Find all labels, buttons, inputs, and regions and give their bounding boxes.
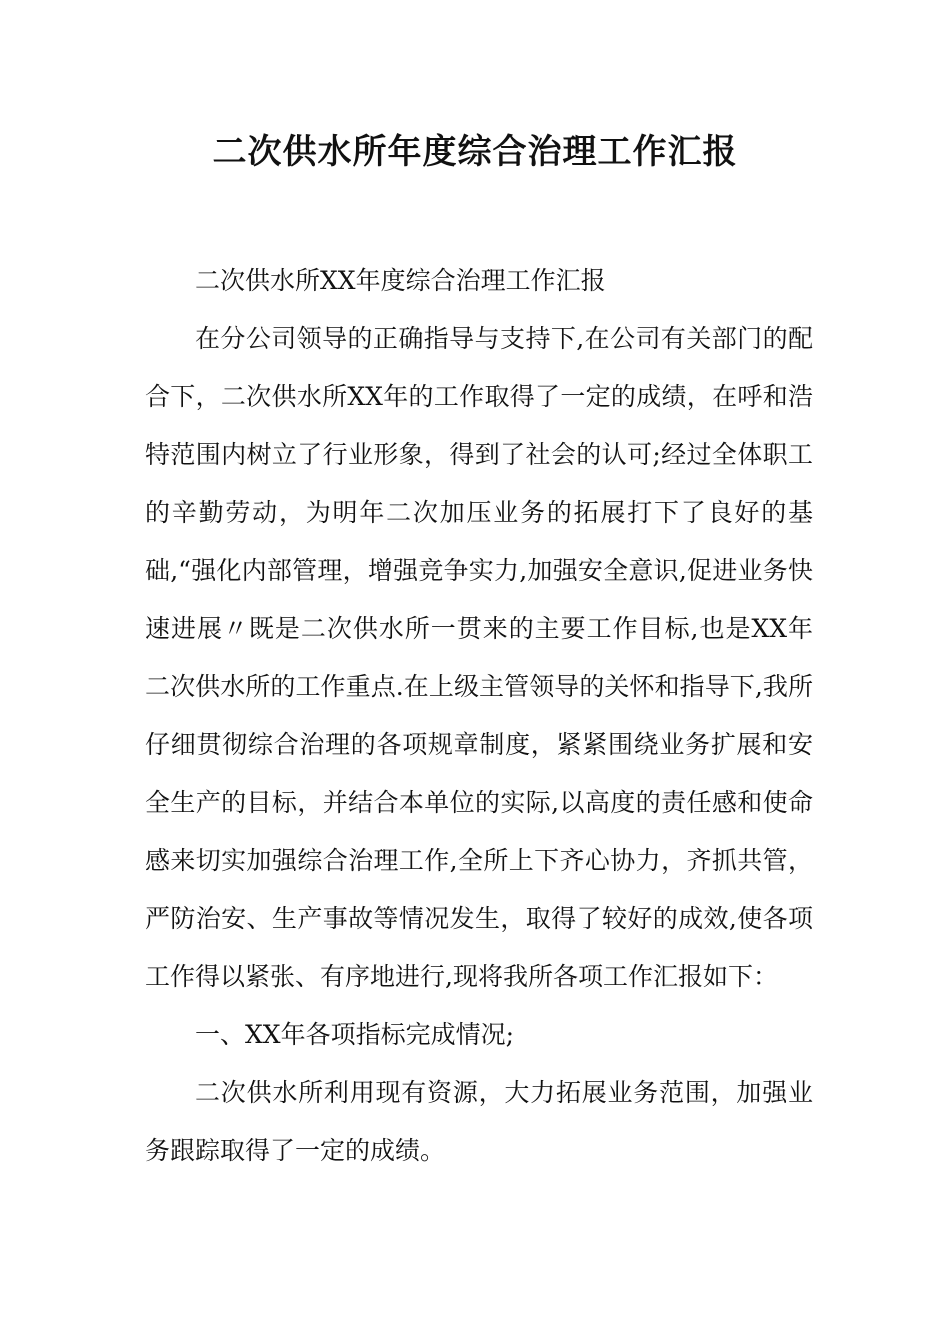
subtitle-paragraph: 二次供水所XX年度综合治理工作汇报: [195, 266, 606, 295]
document-title: 二次供水所年度综合治理工作汇报: [212, 132, 738, 172]
intro-paragraph: 在分公司领导的正确指导与支持下,在公司有关部门的配合下，二次供水所XX年的工作取得了一定的成绩，在呼和浩特范围内树立了行业形象，得到了社会的认可;经过全体职工的辛勤劳动，为明年二次加压业务的拓展打下了良好的基础,“强化内部管理，增强竞争实力,加强安全意识,促进业务快速进展〃既是二次供水所一贯来的主要工作目标,也是XX年二次供水所的工作重点.在上级主管领导的关怀和指导下,我所仔细贯彻综合治理的各项规章制度，紧紧围绕业务扩展和安全生产的目标，并结合本单位的实际,以高度的责任感和使命感来切实加强综合治理工作,全所上下齐心协力，齐抓共管，严防治安、生产事故等情况发生，取得了较好的成效,使各项工作得以紧张、有序地进行,现将我所各项工作汇报如下：: [145, 324, 813, 991]
section-paragraph: 二次供水所利用现有资源，大力拓展业务范围，加强业务跟踪取得了一定的成绩。: [145, 1078, 813, 1165]
section-heading: 一、XX年各项指标完成情况;: [195, 1020, 515, 1049]
document-body: [145, 252, 813, 1180]
